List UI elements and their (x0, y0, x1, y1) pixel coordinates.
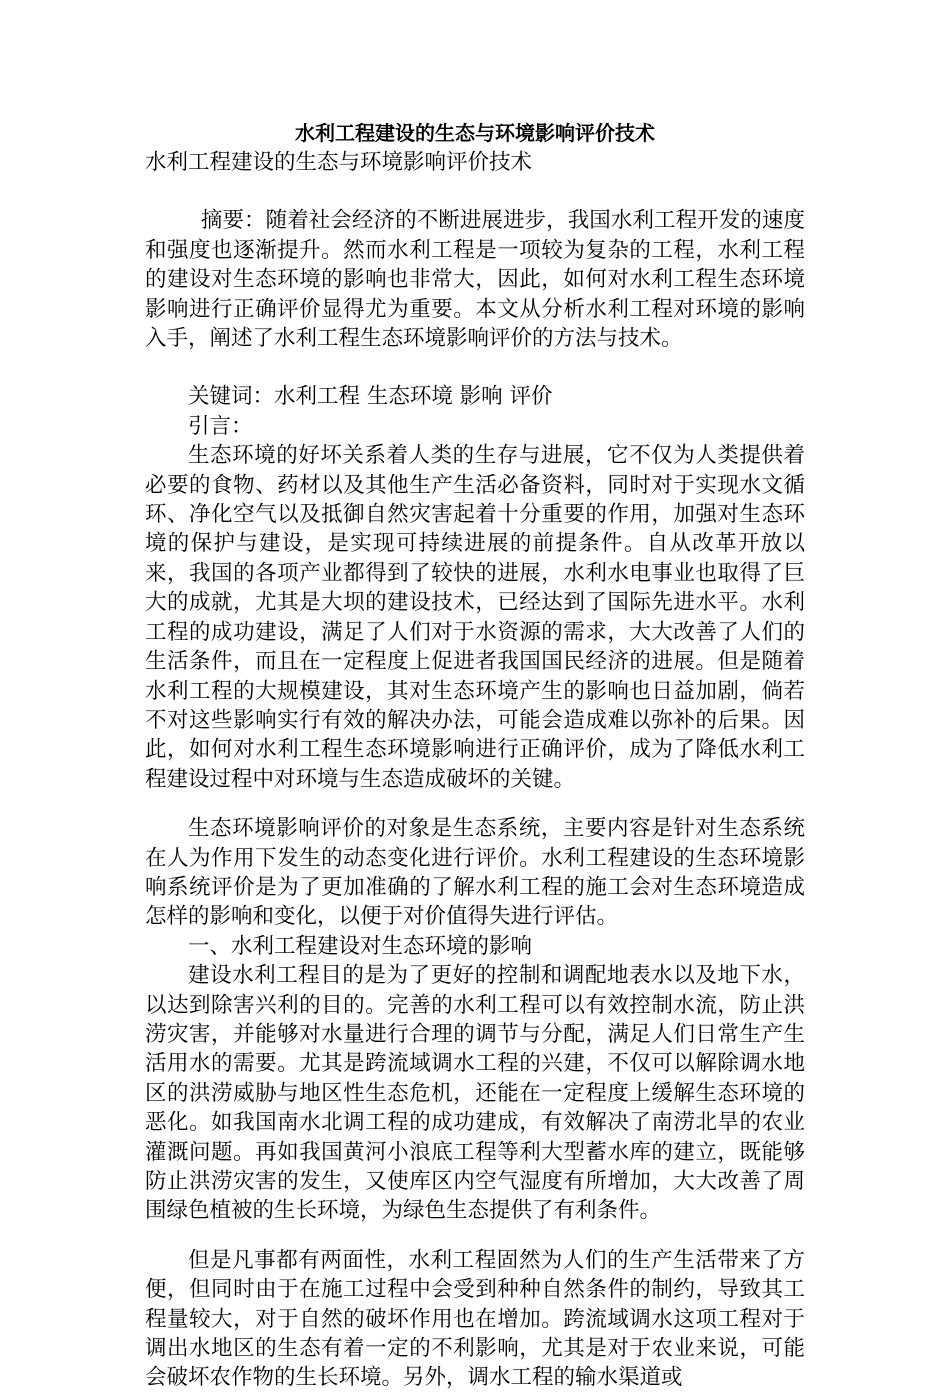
spacer (145, 177, 805, 206)
section-heading-1: 一、水利工程建设对生态环境的影响 (188, 933, 533, 959)
body-paragraph-1: 生态环境的好坏关系着人类的生存与进展，它不仅为人类提供着必要的食物、药材以及其他生产生活必备资料，同时对于实现水文循环、净化空气以及抵御自然灾害起着十分重要的作用，加强对生态环境的保护与建设，是实现可持续进展的前提条件。自从改革开放以来，我国的各项产业都得到了较快的进展，水利水电事业也取得了巨大的成就，尤其是大坝的建设技术，已经达到了国际先进水平。水利工程的成功建设，满足了人们对于水资源的需求，大大改善了人们的生活条件，而且在一定程度上促进者我国国民经济的进展。但是随着水利工程的大规模建设，其对生态环境产生的影响也日益加剧，倘若不对这些影响实行有效的解决办法，可能会造成难以弥补的后果。因此，如何对水利工程生态环境影响进行正确评价，成为了降低水利工程建设过程中对环境与生态造成破坏的关键。 (145, 443, 805, 792)
spacer (145, 353, 805, 382)
document-subtitle: 水利工程建设的生态与环境影响评价技术 (145, 150, 533, 175)
section-paragraph-1: 建设水利工程目的是为了更好的控制和调配地表水以及地下水，以达到除害兴利的目的。完善的水利工程可以有效控制水流，防止洪涝灾害，并能够对水量进行合理的调节与分配，满足人们日常生产生活用水的需要。尤其是跨流域调水工程的兴建，不仅可以解除调水地区的洪涝威胁与地区性生态危机，还能在一定程度上缓解生态环境的恶化。如我国南水北调工程的成功建成，有效解决了南涝北旱的农业灌溉问题。再如我国黄河小浪底工程等利大型蓄水库的建立，既能够防止洪涝灾害的发生，又使库区内空气湿度有所增加，大大改善了周围绿色植被的生长环境，为绿色生态提供了有利条件。 (145, 963, 805, 1224)
spacer (145, 794, 805, 814)
keywords-line: 关键词：水利工程 生态环境 影响 评价 (188, 384, 553, 410)
body-paragraph-2: 生态环境影响评价的对象是生态系统，主要内容是针对生态系统在人为作用下发生的动态变化进行评价。水利工程建设的生态环境影响系统评价是为了更加准确的了解水利工程的施工会对生态环境造成怎样的影响和变化，以便于对价值得失进行评估。 (145, 816, 805, 930)
document-title: 水利工程建设的生态与环境影响评价技术 (295, 121, 655, 145)
section-paragraph-2: 但是凡事都有两面性，水利工程固然为人们的生产生活带来了方便，但同时由于在施工过程中会受到种种自然条件的制约，导致其工程量较大，对于自然的破坏作用也在增加。跨流域调水这项工程对于调出水地区的生态有着一定的不利影响，尤其是对于农业来说，可能会破坏农作物的生长环境。另外，调水工程的输水渠道或 (145, 1247, 805, 1391)
spacer (145, 1226, 805, 1246)
document-body (145, 118, 805, 1393)
intro-heading: 引言： (188, 413, 253, 439)
abstract-paragraph: 摘要：随着社会经济的不断进展进步，我国水利工程开发的速度和强度也逐渐提升。然而水利工程是一项较为复杂的工程，水利工程的建设对生态环境的影响也非常大，因此，如何对水利工程生态环境影响进行正确评价显得尤为重要。本文从分析水利工程对环境的影响入手，阐述了水利工程生态环境影响评价的方法与技术。 (145, 208, 805, 352)
